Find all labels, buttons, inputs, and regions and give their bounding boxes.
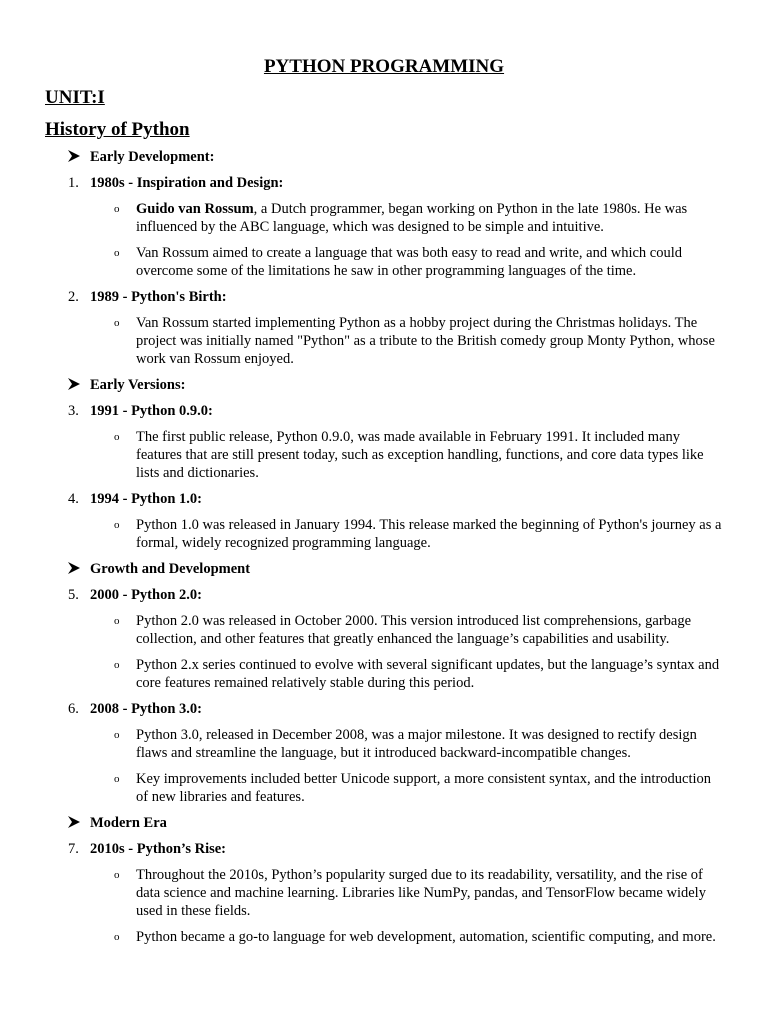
item-number: 4. <box>68 491 79 507</box>
numbered-item <box>0 174 768 192</box>
bullet-text: Python 3.0, released in December 2008, was a major milestone. It was designed to rectify design flaws and streamline the language, but it introduced backward-incompatible changes. <box>136 727 697 761</box>
sub-bullet <box>114 866 726 920</box>
document-title: PYTHON PROGRAMMING <box>263 56 505 77</box>
sub-bullet <box>114 770 726 806</box>
bullet-text: Throughout the 2010s, Python’s popularity surged due to its readability, versatility, and the rise of data science and machine learning. Libraries like NumPy, pandas, and TensorFlow became widely used in these fields. <box>136 867 706 919</box>
arrow-bullet-icon <box>67 561 81 575</box>
sub-bullet <box>114 314 726 368</box>
bullet-text: Key improvements included better Unicode support, a more consistent syntax, and the introduction of new libraries and features. <box>136 771 712 805</box>
circle-bullet-icon: o <box>114 519 120 531</box>
sub-bullet <box>114 516 726 552</box>
item-number: 3. <box>68 403 79 419</box>
sub-bullet <box>114 612 726 648</box>
bullet-text: , a Dutch programmer, began working on Python in the late 1980s. He was influenced by the ABC language, which was designed to be simple and intuitive. <box>136 201 688 235</box>
item-number: 2. <box>68 289 79 305</box>
bullet-bold-text: Guido van Rossum <box>136 201 254 217</box>
item-number: 5. <box>68 587 79 603</box>
numbered-item <box>0 700 768 718</box>
bullet-text: Van Rossum aimed to create a language that was both easy to read and write, and which could overcome some of the limitations he saw in other programming languages of the time. <box>136 245 682 279</box>
circle-bullet-icon: o <box>114 931 120 943</box>
item-number: 1. <box>68 175 79 191</box>
circle-bullet-icon: o <box>114 203 120 215</box>
arrow-heading <box>0 148 768 166</box>
arrow-bullet-icon <box>67 815 81 829</box>
arrow-heading <box>0 814 768 832</box>
heading-text: Early Development: <box>90 149 215 165</box>
arrow-bullet-icon <box>67 377 81 391</box>
circle-bullet-icon: o <box>114 659 120 671</box>
item-title: 1980s - Inspiration and Design: <box>90 175 284 191</box>
bullet-text: Python 1.0 was released in January 1994. This release marked the beginning of Python's journey as a formal, widely recognized programming language. <box>136 517 722 551</box>
item-number: 7. <box>68 841 79 857</box>
sub-bullet <box>114 200 726 236</box>
item-title: 1989 - Python's Birth: <box>90 289 227 305</box>
sub-bullet <box>114 656 726 692</box>
bullet-text: Python 2.x series continued to evolve with several significant updates, but the language’s syntax and core features remained relatively stable during this period. <box>136 657 720 691</box>
numbered-item <box>0 402 768 420</box>
sub-bullet <box>114 928 726 946</box>
sub-bullet <box>114 428 726 482</box>
item-title: 1991 - Python 0.9.0: <box>90 403 213 419</box>
heading-text: Modern Era <box>90 815 167 831</box>
item-title: 1994 - Python 1.0: <box>90 491 202 507</box>
item-title: 2008 - Python 3.0: <box>90 701 202 717</box>
item-title: 2000 - Python 2.0: <box>90 587 202 603</box>
numbered-item <box>0 586 768 604</box>
document-body <box>0 148 768 946</box>
item-title: 2010s - Python’s Rise: <box>90 841 227 857</box>
sub-bullet <box>114 244 726 280</box>
numbered-item <box>0 840 768 858</box>
numbered-item <box>0 288 768 306</box>
circle-bullet-icon: o <box>114 729 120 741</box>
circle-bullet-icon: o <box>114 317 120 329</box>
numbered-item <box>0 490 768 508</box>
heading-text: Growth and Development <box>90 561 251 577</box>
arrow-bullet-icon <box>67 149 81 163</box>
sub-bullet <box>114 726 726 762</box>
bullet-text: Python 2.0 was released in October 2000. This version introduced list comprehensions, garbage collection, and other features that greatly enhanced the language’s capabilities and usability. <box>136 613 692 647</box>
bullet-text: The first public release, Python 0.9.0, was made available in February 1991. It included many features that are still present today, such as exception handling, functions, and core data types like lists and dictionaries. <box>136 429 704 481</box>
circle-bullet-icon: o <box>114 773 120 785</box>
section-heading: History of Python <box>45 119 190 140</box>
unit-heading: UNIT:I <box>45 87 105 108</box>
arrow-heading <box>0 376 768 394</box>
circle-bullet-icon: o <box>114 615 120 627</box>
circle-bullet-icon: o <box>114 431 120 443</box>
circle-bullet-icon: o <box>114 869 120 881</box>
circle-bullet-icon: o <box>114 247 120 259</box>
item-number: 6. <box>68 701 79 717</box>
bullet-text: Python became a go-to language for web development, automation, scientific computing, and more. <box>136 929 716 945</box>
heading-text: Early Versions: <box>90 377 186 393</box>
arrow-heading <box>0 560 768 578</box>
bullet-text: Van Rossum started implementing Python as a hobby project during the Christmas holidays. The project was initially named "Python" as a tribute to the British comedy group Monty Python, whose work van Rossum enjoyed. <box>136 315 715 367</box>
